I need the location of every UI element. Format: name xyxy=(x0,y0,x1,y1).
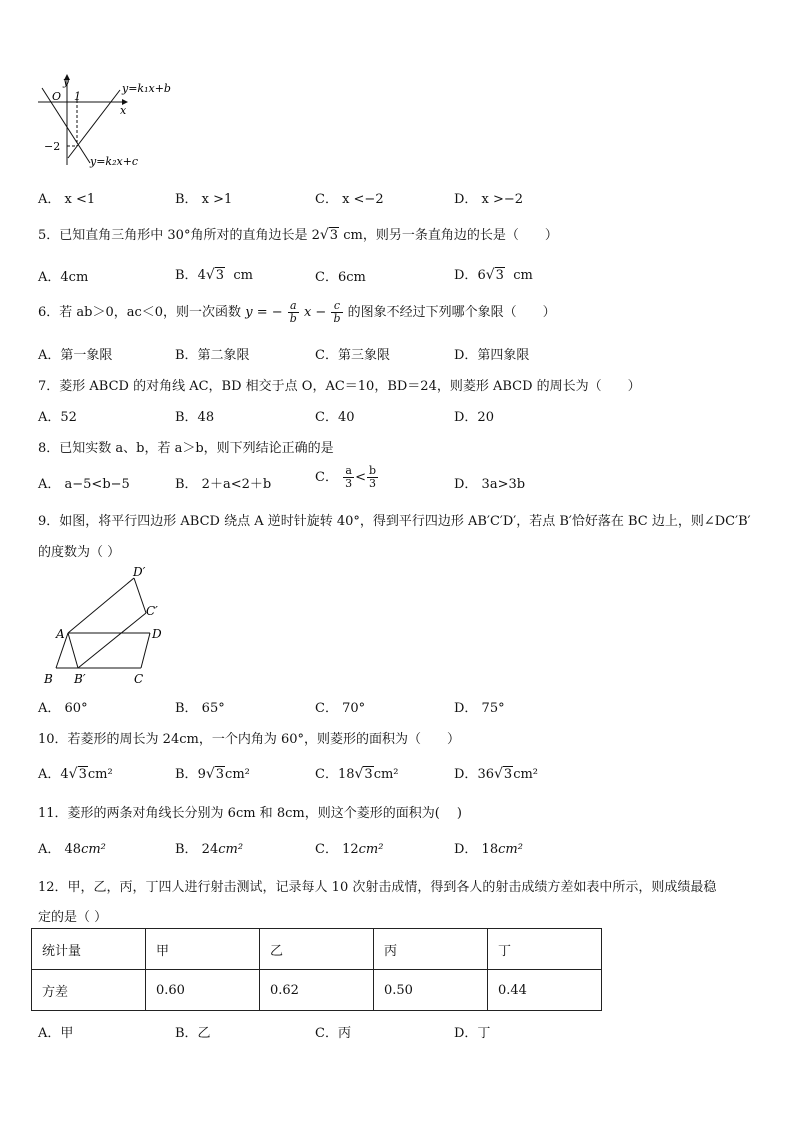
table-header-cell: 丁 xyxy=(488,929,602,970)
q5-option-c[interactable]: C．6cm xyxy=(315,270,366,285)
q4-option-a[interactable]: A． x <1 xyxy=(38,192,96,207)
q5-radical: √3 xyxy=(319,227,339,243)
q10-option-c[interactable]: C．18√3cm² xyxy=(315,766,399,782)
table-cell: 0.50 xyxy=(374,970,488,1011)
q5-text-after: cm，则另一条直角边的长是（ ） xyxy=(343,228,558,243)
seg-A-D1 xyxy=(68,578,134,633)
q8-option-b[interactable]: B． 2＋a<2＋b xyxy=(175,477,272,492)
variance-table xyxy=(31,928,602,1011)
q6-fraction-a-b: $\frac{a}{b}$ xyxy=(289,299,297,325)
q4-option-b[interactable]: B． x >1 xyxy=(175,192,233,207)
q6-option-a[interactable]: A．第一象限 xyxy=(38,348,113,363)
label-D: D xyxy=(152,627,162,641)
q5-coef: 2 xyxy=(311,228,320,243)
q6-option-d[interactable]: D．第四象限 xyxy=(454,348,530,363)
q6-option-b[interactable]: B．第二象限 xyxy=(175,348,250,363)
q7-question: 7．菱形 ABCD 的对角线 AC，BD 相交于点 O，AC＝10，BD＝24，则菱形 ABCD 的周长为（ ） xyxy=(38,379,641,394)
q6-text-before: 6．若 ab＞0，ac＜0，则一次函数 xyxy=(38,305,242,320)
q5-text-before: 5．已知直角三角形中 30°角所对的直角边长是 xyxy=(38,228,308,243)
label-B1: B′ xyxy=(74,672,86,686)
q6-option-c[interactable]: C．第三象限 xyxy=(315,348,390,363)
q5-option-d[interactable]: D．6√3 cm xyxy=(454,267,533,283)
q7-option-c[interactable]: C．40 xyxy=(315,410,355,425)
table-header-cell: 统计量 xyxy=(32,929,146,970)
q9-line2: 的度数为（ ） xyxy=(38,545,121,560)
q4-graph xyxy=(30,70,200,170)
q5-question xyxy=(38,224,558,243)
q12-line1: 12．甲，乙，丙，丁四人进行射击测试，记录每人 10 次射击成情，得到各人的射击成绩方差如表中所示，则成绩最稳 xyxy=(38,880,717,895)
q4-option-d[interactable]: D． x >−2 xyxy=(454,192,524,207)
q5-option-a[interactable]: A．4cm xyxy=(38,270,89,285)
table-header-cell: 甲 xyxy=(146,929,260,970)
q5-option-b[interactable]: B．4√3 cm xyxy=(175,267,253,283)
line2-label: y=k₂x+c xyxy=(90,155,139,168)
q6-eq-x: x − xyxy=(303,305,327,320)
q4-option-c[interactable]: C． x <−2 xyxy=(315,192,384,207)
q6-eq-eq: = − xyxy=(256,305,283,320)
tick-1: 1 xyxy=(74,90,81,103)
x-label: x xyxy=(120,104,127,117)
seg-D-C xyxy=(141,633,150,668)
line1-label: y=k₁x+b xyxy=(122,82,171,95)
q11-question: 11．菱形的两条对角线长分别为 6cm 和 8cm，则这个菱形的面积为( ) xyxy=(38,806,462,821)
q8-option-d[interactable]: D． 3a>3b xyxy=(454,477,526,492)
q12-option-d[interactable]: D．丁 xyxy=(454,1026,491,1041)
q11-option-c[interactable]: C． 12cm² xyxy=(315,842,384,857)
table-header-row xyxy=(32,929,602,970)
q10-question: 10．若菱形的周长为 24cm，一个内角为 60°，则菱形的面积为（ ） xyxy=(38,732,460,747)
q7-option-b[interactable]: B．48 xyxy=(175,410,215,425)
seg-D1-C1 xyxy=(134,578,146,613)
seg-A-B1 xyxy=(68,633,78,668)
label-A: A xyxy=(56,627,65,641)
q11-option-a[interactable]: A． 48cm² xyxy=(38,842,106,857)
q9-option-b[interactable]: B． 65° xyxy=(175,701,225,716)
label-B: B xyxy=(44,672,53,686)
origin-label: O xyxy=(52,90,62,103)
q10-option-d[interactable]: D．36√3cm² xyxy=(454,766,539,782)
q9-line1: 9．如图，将平行四边形 ABCD 绕点 A 逆时针旋转 40°，得到平行四边形 AB′C′D′，若点 B′恰好落在 BC 边上，则∠DC′B′ xyxy=(38,514,751,529)
table-header-cell: 乙 xyxy=(260,929,374,970)
q9-option-c[interactable]: C． 70° xyxy=(315,701,366,716)
q11-option-d[interactable]: D． 18cm² xyxy=(454,842,523,857)
y-label: y xyxy=(63,75,70,88)
q11-option-b[interactable]: B． 24cm² xyxy=(175,842,244,857)
q9-figure xyxy=(38,563,178,688)
q10-option-b[interactable]: B．9√3cm² xyxy=(175,766,250,782)
table-cell: 0.44 xyxy=(488,970,602,1011)
table-row xyxy=(32,970,602,1011)
q12-line2: 定的是（ ） xyxy=(38,910,108,925)
q8-option-a[interactable]: A． a−5<b−5 xyxy=(38,477,130,492)
label-C1: C′ xyxy=(146,604,158,618)
label-D1: D′ xyxy=(133,565,146,579)
tick-neg2: −2 xyxy=(44,140,61,153)
q7-option-a[interactable]: A．52 xyxy=(38,410,77,425)
q7-option-d[interactable]: D．20 xyxy=(454,410,494,425)
q8-question: 8．已知实数 a、b，若 a＞b，则下列结论正确的是 xyxy=(38,441,334,456)
q12-option-a[interactable]: A．甲 xyxy=(38,1026,74,1041)
label-C: C xyxy=(134,672,144,686)
table-cell: 0.62 xyxy=(260,970,374,1011)
q12-option-b[interactable]: B．乙 xyxy=(175,1026,211,1041)
q9-option-a[interactable]: A． 60° xyxy=(38,701,88,716)
q8-option-c[interactable]: C． $\frac{a}{3}$ < $\frac{b}{3}$ xyxy=(315,464,377,490)
seg-B1-C1 xyxy=(78,613,146,668)
q6-question xyxy=(38,300,556,325)
q6-eq-y: y xyxy=(245,305,253,320)
table-cell: 0.60 xyxy=(146,970,260,1011)
q6-text-after: 的图象不经过下列哪个象限（ ） xyxy=(347,305,556,320)
q6-fraction-c-b: $\frac{c}{b}$ xyxy=(333,299,341,325)
q9-option-d[interactable]: D． 75° xyxy=(454,701,505,716)
table-cell: 方差 xyxy=(32,970,146,1011)
q12-option-c[interactable]: C．丙 xyxy=(315,1026,351,1041)
table-header-cell: 丙 xyxy=(374,929,488,970)
q10-option-a[interactable]: A．4√3cm² xyxy=(38,766,113,782)
